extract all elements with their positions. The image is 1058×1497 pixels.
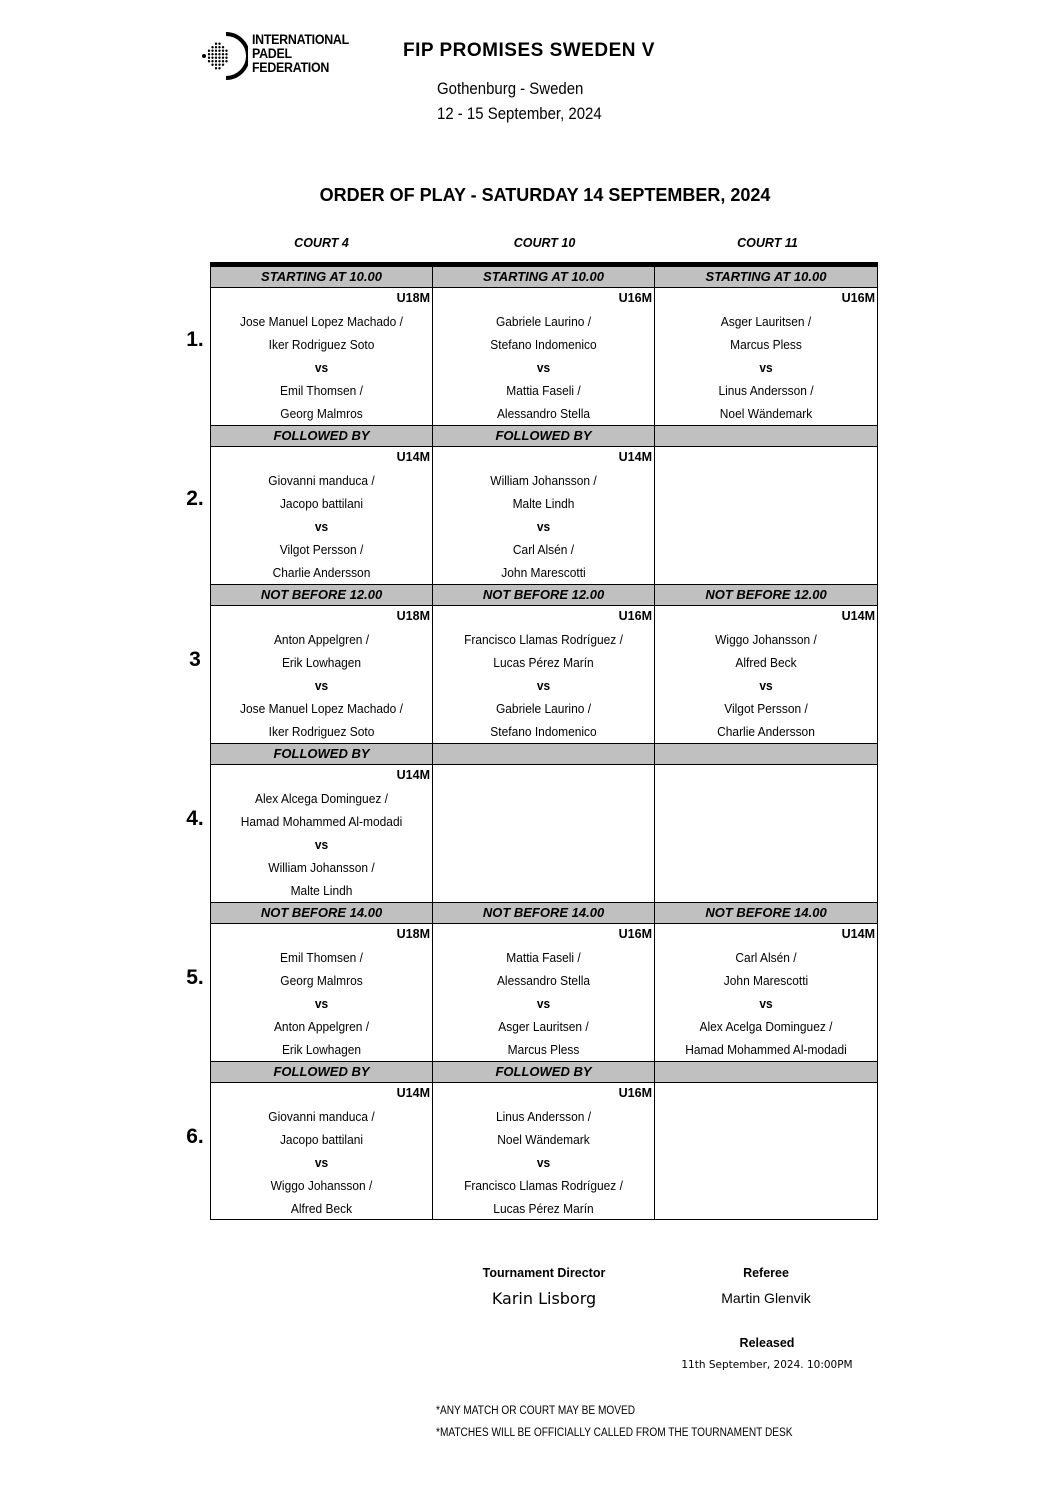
match-cell — [432, 606, 654, 743]
player-name: William Johansson / — [490, 473, 597, 488]
player-name: Vilgot Persson / — [724, 701, 808, 716]
vs-label: vs — [536, 519, 551, 534]
category-label: U16M — [618, 291, 652, 305]
player-name: William Johansson / — [268, 860, 375, 875]
match-cell — [210, 1083, 432, 1220]
player-name: Stefano Indomenico — [490, 724, 597, 739]
category-label: U18M — [396, 609, 430, 623]
slot-time-label: NOT BEFORE 12.00 — [654, 584, 878, 606]
vs-label: vs — [759, 996, 773, 1011]
slot-time-label: NOT BEFORE 14.00 — [210, 902, 432, 924]
player-name: Carl Alsén / — [735, 950, 797, 965]
category-label: U16M — [841, 291, 875, 305]
vs-label: vs — [536, 996, 551, 1011]
player-name: Alex Acelga Dominguez / — [699, 1019, 833, 1034]
player-name: Gabriele Laurino / — [495, 314, 592, 329]
player-name: Anton Appelgren / — [273, 1019, 370, 1034]
player-name: Emil Thomsen / — [280, 383, 363, 398]
released-date: 11th September, 2024. 10:00PM — [681, 1359, 853, 1371]
category-label — [655, 447, 877, 469]
player-name: Linus Andersson / — [718, 383, 814, 398]
match-order-number: 1. — [186, 328, 204, 351]
player-name: Vilgot Persson / — [279, 542, 364, 557]
player-name: Alex Alcega Dominguez / — [255, 791, 388, 806]
player-name — [664, 787, 868, 810]
player-name: Noel Wändemark — [497, 1132, 590, 1147]
player-name: Charlie Andersson — [717, 724, 815, 739]
category-label — [655, 765, 877, 787]
player-name: Wiggo Johansson / — [270, 1178, 373, 1193]
court-header: COURT 10 — [513, 236, 576, 250]
slot-time-label — [654, 1061, 878, 1083]
vs-label: vs — [314, 996, 329, 1011]
match-order-number: 4. — [186, 807, 204, 830]
player-name — [664, 879, 868, 902]
vs-label: vs — [314, 360, 329, 375]
player-name — [664, 492, 868, 515]
player-name: Iker Rodriguez Soto — [268, 724, 375, 739]
player-name: Georg Malmros — [280, 406, 363, 421]
logo-text-line: INTERNATIONAL — [252, 32, 349, 47]
slot-time-label: NOT BEFORE 12.00 — [210, 584, 432, 606]
player-name — [442, 787, 645, 810]
court-header: COURT 4 — [294, 236, 349, 250]
player-name: Jacopo battilani — [279, 496, 364, 511]
player-name: Jose Manuel Lopez Machado / — [240, 314, 403, 329]
player-name: Erik Lowhagen — [281, 655, 362, 670]
referee-title: Referee — [743, 1266, 789, 1280]
tournament-location: Gothenburg - Sweden — [437, 79, 584, 98]
player-name — [442, 879, 645, 902]
player-name: Francisco Llamas Rodríguez / — [464, 1178, 623, 1193]
match-cell — [432, 1083, 654, 1220]
player-name — [664, 469, 868, 492]
match-cell — [654, 924, 878, 1061]
player-name — [442, 810, 645, 833]
session-block — [210, 425, 878, 584]
player-name — [664, 561, 868, 584]
player-name: Alessandro Stella — [496, 973, 591, 988]
player-name: Hamad Mohammed Al-modadi — [685, 1042, 847, 1057]
player-name: Wiggo Johansson / — [715, 632, 817, 647]
player-name: Iker Rodriguez Soto — [268, 337, 375, 352]
match-order-number: 3 — [189, 648, 201, 671]
vs-label — [442, 833, 645, 856]
session-block — [210, 584, 878, 743]
player-name: Alessandro Stella — [496, 406, 591, 421]
match-cell — [210, 447, 432, 584]
category-label: U16M — [618, 609, 652, 623]
vs-label: vs — [759, 360, 773, 375]
slot-time-label: STARTING AT 10.00 — [432, 266, 654, 288]
player-name: Stefano Indomenico — [490, 337, 597, 352]
player-name — [664, 1128, 868, 1151]
slot-time-label: FOLLOWED BY — [432, 1061, 654, 1083]
match-cell — [432, 924, 654, 1061]
player-name: John Marescotti — [501, 565, 586, 580]
court-header: COURT 11 — [737, 236, 798, 250]
player-name: Charlie Andersson — [272, 565, 371, 580]
referee-name: Martin Glenvik — [721, 1290, 811, 1306]
player-name: Jacopo battilani — [279, 1132, 364, 1147]
vs-label: vs — [314, 837, 329, 852]
match-cell — [654, 447, 878, 584]
player-name: Anton Appelgren / — [273, 632, 370, 647]
category-label: U16M — [618, 927, 652, 941]
match-order-number: 2. — [186, 487, 204, 510]
player-name — [664, 538, 868, 561]
note: *MATCHES WILL BE OFFICIALLY CALLED FROM THE TOURNAMENT DESK — [436, 1427, 793, 1439]
session-block — [210, 266, 878, 425]
match-cell — [432, 765, 654, 902]
player-name: Lucas Pérez Marín — [493, 655, 594, 670]
vs-label: vs — [536, 678, 551, 693]
slot-time-label: FOLLOWED BY — [432, 425, 654, 447]
vs-label: vs — [536, 360, 551, 375]
match-cell — [210, 765, 432, 902]
vs-label — [664, 833, 868, 856]
player-name: Hamad Mohammed Al-modadi — [240, 814, 403, 829]
released-title: Released — [739, 1336, 795, 1350]
vs-label: vs — [759, 678, 773, 693]
vs-label: vs — [314, 519, 329, 534]
slot-time-label: STARTING AT 10.00 — [654, 266, 878, 288]
vs-label — [664, 515, 868, 538]
match-order-number: 6. — [186, 1125, 204, 1148]
slot-time-label: NOT BEFORE 12.00 — [432, 584, 654, 606]
vs-label: vs — [536, 1155, 551, 1170]
slot-time-label: FOLLOWED BY — [210, 743, 432, 765]
player-name: Emil Thomsen / — [280, 950, 363, 965]
padel-ball-icon — [196, 30, 248, 82]
category-label: U14M — [841, 927, 875, 941]
category-label: U18M — [396, 927, 430, 941]
match-cell — [210, 924, 432, 1061]
category-label: U14M — [396, 450, 430, 464]
vs-label: vs — [314, 678, 329, 693]
player-name: Alfred Beck — [290, 1201, 353, 1216]
match-cell — [432, 288, 654, 425]
match-cell — [654, 288, 878, 425]
vs-label — [664, 1151, 868, 1174]
slot-time-label: NOT BEFORE 14.00 — [654, 902, 878, 924]
slot-time-label: FOLLOWED BY — [210, 1061, 432, 1083]
tournament-dates: 12 - 15 September, 2024 — [437, 104, 602, 123]
session-block — [210, 743, 878, 902]
player-name: Gabriele Laurino / — [495, 701, 592, 716]
player-name: Malte Lindh — [512, 496, 575, 511]
logo-text-line: PADEL — [252, 46, 292, 61]
player-name: Giovanni manduca / — [268, 473, 375, 488]
player-name — [664, 856, 868, 879]
player-name: Linus Andersson / — [495, 1109, 592, 1124]
match-cell — [654, 765, 878, 902]
player-name: Malte Lindh — [290, 883, 353, 898]
slot-time-label: STARTING AT 10.00 — [210, 266, 432, 288]
category-label: U16M — [618, 1086, 652, 1100]
logo-text-line: FEDERATION — [252, 60, 330, 75]
player-name: Georg Malmros — [280, 973, 363, 988]
match-cell — [210, 288, 432, 425]
player-name — [664, 1105, 868, 1128]
fip-logo — [196, 30, 366, 82]
category-label — [655, 1083, 877, 1105]
player-name — [664, 810, 868, 833]
player-name: John Marescotti — [723, 973, 809, 988]
player-name: Mattia Faseli / — [506, 950, 581, 965]
tournament-title: FIP PROMISES SWEDEN V — [403, 40, 655, 61]
player-name — [442, 856, 645, 879]
category-label: U14M — [396, 1086, 430, 1100]
player-name: Jose Manuel Lopez Machado / — [240, 701, 403, 716]
player-name: Alfred Beck — [735, 655, 797, 670]
player-name: Francisco Llamas Rodríguez / — [464, 632, 623, 647]
match-order-number: 5. — [186, 966, 204, 989]
note: *ANY MATCH OR COURT MAY BE MOVED — [436, 1405, 636, 1417]
player-name: Carl Alsén / — [512, 542, 575, 557]
player-name — [664, 1174, 868, 1197]
slot-time-label — [654, 743, 878, 765]
session-block — [210, 902, 878, 1061]
player-name: Giovanni manduca / — [268, 1109, 375, 1124]
schedule-table — [210, 262, 878, 1220]
category-label: U14M — [841, 609, 875, 623]
player-name: Asger Lauritsen / — [720, 314, 812, 329]
order-of-play-heading: ORDER OF PLAY - SATURDAY 14 SEPTEMBER, 2024 — [319, 185, 771, 205]
match-cell — [210, 606, 432, 743]
category-label: U14M — [396, 768, 430, 782]
match-cell — [654, 606, 878, 743]
category-label: U14M — [618, 450, 652, 464]
vs-label: vs — [314, 1155, 329, 1170]
director-title: Tournament Director — [482, 1266, 606, 1280]
player-name: Marcus Pless — [507, 1042, 580, 1057]
session-block — [210, 1061, 878, 1220]
player-name: Mattia Faseli / — [506, 383, 581, 398]
player-name: Erik Lowhagen — [281, 1042, 362, 1057]
player-name: Asger Lauritsen / — [498, 1019, 589, 1034]
slot-time-label: FOLLOWED BY — [210, 425, 432, 447]
match-cell — [432, 447, 654, 584]
category-label: U18M — [396, 291, 430, 305]
match-cell — [654, 1083, 878, 1220]
player-name: Noel Wändemark — [719, 406, 813, 421]
director-name: Karin Lisborg — [491, 1289, 597, 1308]
slot-time-label — [654, 425, 878, 447]
slot-time-label — [432, 743, 654, 765]
category-label — [433, 765, 654, 787]
player-name: Marcus Pless — [730, 337, 802, 352]
player-name: Lucas Pérez Marín — [493, 1201, 594, 1216]
player-name — [664, 1197, 868, 1220]
slot-time-label: NOT BEFORE 14.00 — [432, 902, 654, 924]
